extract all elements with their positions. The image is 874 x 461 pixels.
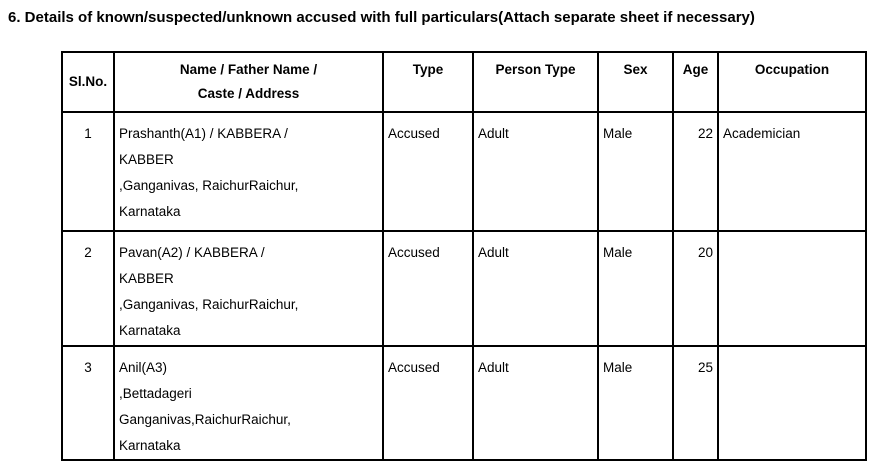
cell-age: 22 <box>673 112 718 231</box>
header-sex: Sex <box>598 52 673 112</box>
name-line: Karnataka <box>119 323 181 338</box>
cell-age: 25 <box>673 346 718 460</box>
cell-occupation <box>718 231 866 346</box>
name-line: Karnataka <box>119 204 181 219</box>
cell-name <box>114 112 383 231</box>
name-line: KABBER <box>119 271 174 286</box>
cell-sex: Male <box>598 346 673 460</box>
name-line: KABBER <box>119 152 174 167</box>
accused-details-table <box>61 51 867 461</box>
name-line: Pavan(A2) / KABBERA / <box>119 245 265 260</box>
cell-sex: Male <box>598 231 673 346</box>
header-person-type: Person Type <box>473 52 598 112</box>
name-line: Karnataka <box>119 438 181 453</box>
cell-person-type: Adult <box>473 346 598 460</box>
cell-person-type: Adult <box>473 231 598 346</box>
cell-occupation: Academician <box>718 112 866 231</box>
table-row <box>62 112 866 231</box>
header-age: Age <box>673 52 718 112</box>
name-line: ,Ganganivas, RaichurRaichur, <box>119 297 299 312</box>
cell-name <box>114 346 383 460</box>
header-name-line2: Caste / Address <box>197 86 300 101</box>
cell-occupation <box>718 346 866 460</box>
header-occupation: Occupation <box>718 52 866 112</box>
header-type: Type <box>383 52 473 112</box>
name-line: Ganganivas,RaichurRaichur, <box>119 412 291 427</box>
cell-sl-no: 1 <box>62 112 114 231</box>
cell-type: Accused <box>383 346 473 460</box>
header-sl-no: Sl.No. <box>62 52 114 112</box>
cell-sex: Male <box>598 112 673 231</box>
header-name-line1: Name / Father Name / <box>179 62 318 77</box>
cell-sl-no: 3 <box>62 346 114 460</box>
table-row <box>62 346 866 460</box>
table-header-row <box>62 52 866 112</box>
cell-type: Accused <box>383 112 473 231</box>
section-title: 6. Details of known/suspected/unknown accused with full particulars(Attach separate sheet if necessary) <box>8 9 755 26</box>
cell-age: 20 <box>673 231 718 346</box>
name-line: Prashanth(A1) / KABBERA / <box>119 126 288 141</box>
name-line: Anil(A3) <box>119 360 168 375</box>
cell-sl-no: 2 <box>62 231 114 346</box>
cell-name <box>114 231 383 346</box>
name-line: ,Ganganivas, RaichurRaichur, <box>119 178 299 193</box>
name-line: ,Bettadageri <box>119 386 192 401</box>
cell-person-type: Adult <box>473 112 598 231</box>
table-row <box>62 231 866 346</box>
header-name <box>114 52 383 112</box>
cell-type: Accused <box>383 231 473 346</box>
